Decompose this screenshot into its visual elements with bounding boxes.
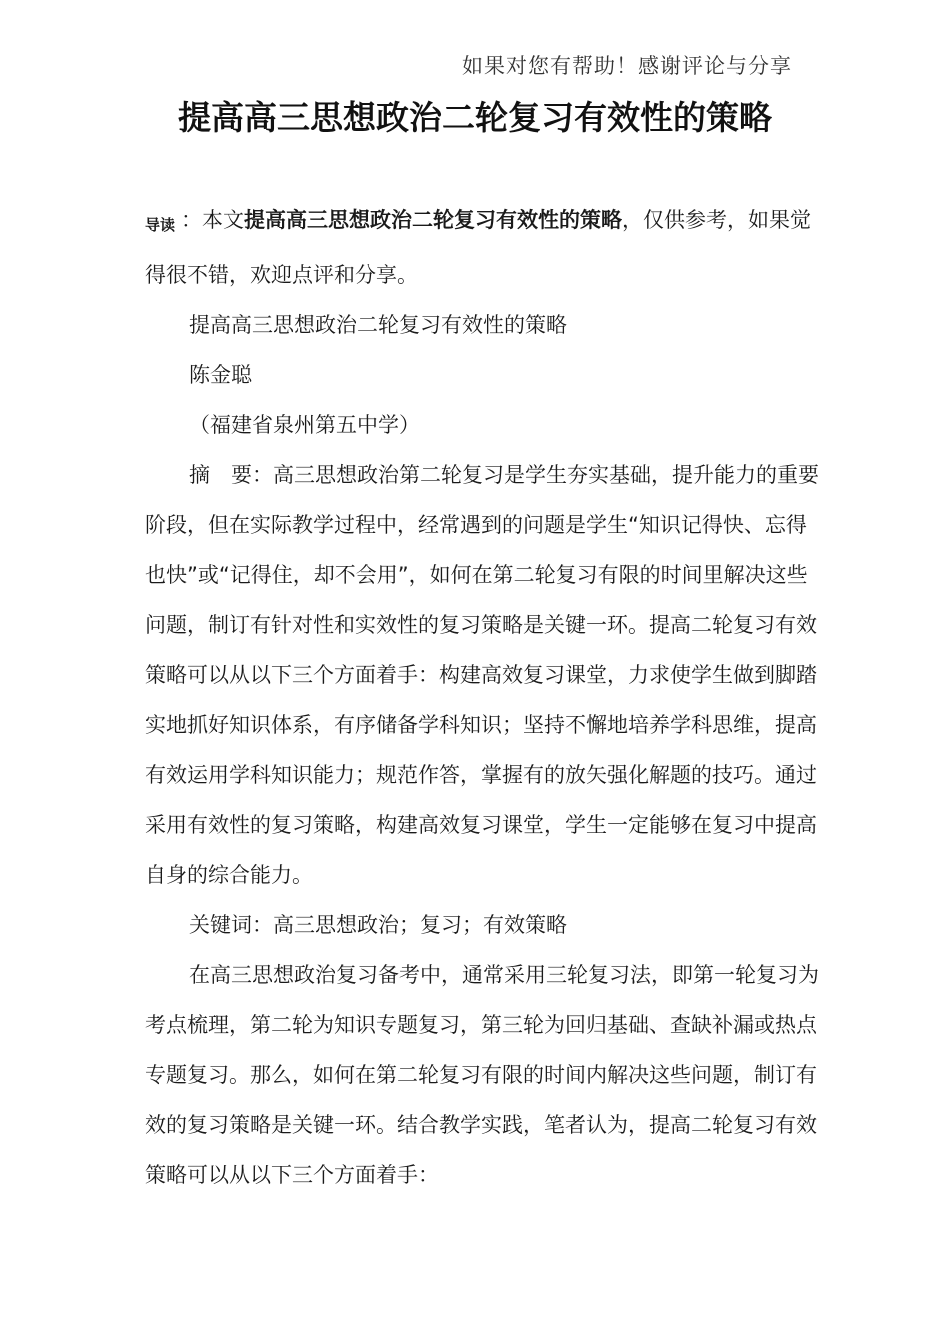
keywords: 关键词：高三思想政治；复习；有效策略 [189,913,567,937]
lead-suffix: ，仅供参考，如果觉得很不错，欢迎点评和分享。 [145,208,812,287]
lead-prefix: ：本文 [181,208,245,232]
abstract: 摘 要：高三思想政治第二轮复习是学生夯实基础，提升能力的重要阶段，但在实际教学过程中，经常遇到的问题是学生“知识记得快、忘得也快”或“记得住，却不会用”，如何在第二轮复习有限的时间里解决这些问题，制订有针对性和实效性的复习策略是关键一环。提高二轮复习有效策略可以从以下三个方面着手：构建高效复习课堂，力求使学生做到脚踏实地抓好知识体系，有序储备学科知识；坚持不懈地培养学科思维，提高有效运用学科知识能力；规范作答，掌握有的放矢强化解题的技巧。通过采用有效性的复习策略，构建高效复习课堂，学生一定能够在复习中提高自身的综合能力。 [145,463,819,887]
lead-tag: 导读 [145,216,176,234]
author: 陈金聪 [189,363,252,387]
document-body [145,195,825,1200]
body-paragraph: 在高三思想政治复习备考中，通常采用三轮复习法，即第一轮复习为考点梳理，第二轮为知识专题复习，第三轮为回归基础、查缺补漏或热点专题复习。那么，如何在第二轮复习有限的时间内解决这些问题，制订有效的复习策略是关键一环。结合教学实践，笔者认为，提高二轮复习有效策略可以从以下三个方面着手： [145,963,819,1187]
article-title: 提高高三思想政治二轮复习有效性的策略 [189,313,567,337]
lead-paragraph [145,195,825,300]
affiliation: （福建省泉州第五中学） [189,413,420,437]
document-title: 提高高三思想政治二轮复习有效性的策略 [178,98,772,137]
header-note: 如果对您有帮助！感谢评论与分享 [462,54,792,78]
lead-bold-title: 提高高三思想政治二轮复习有效性的策略 [244,208,623,232]
